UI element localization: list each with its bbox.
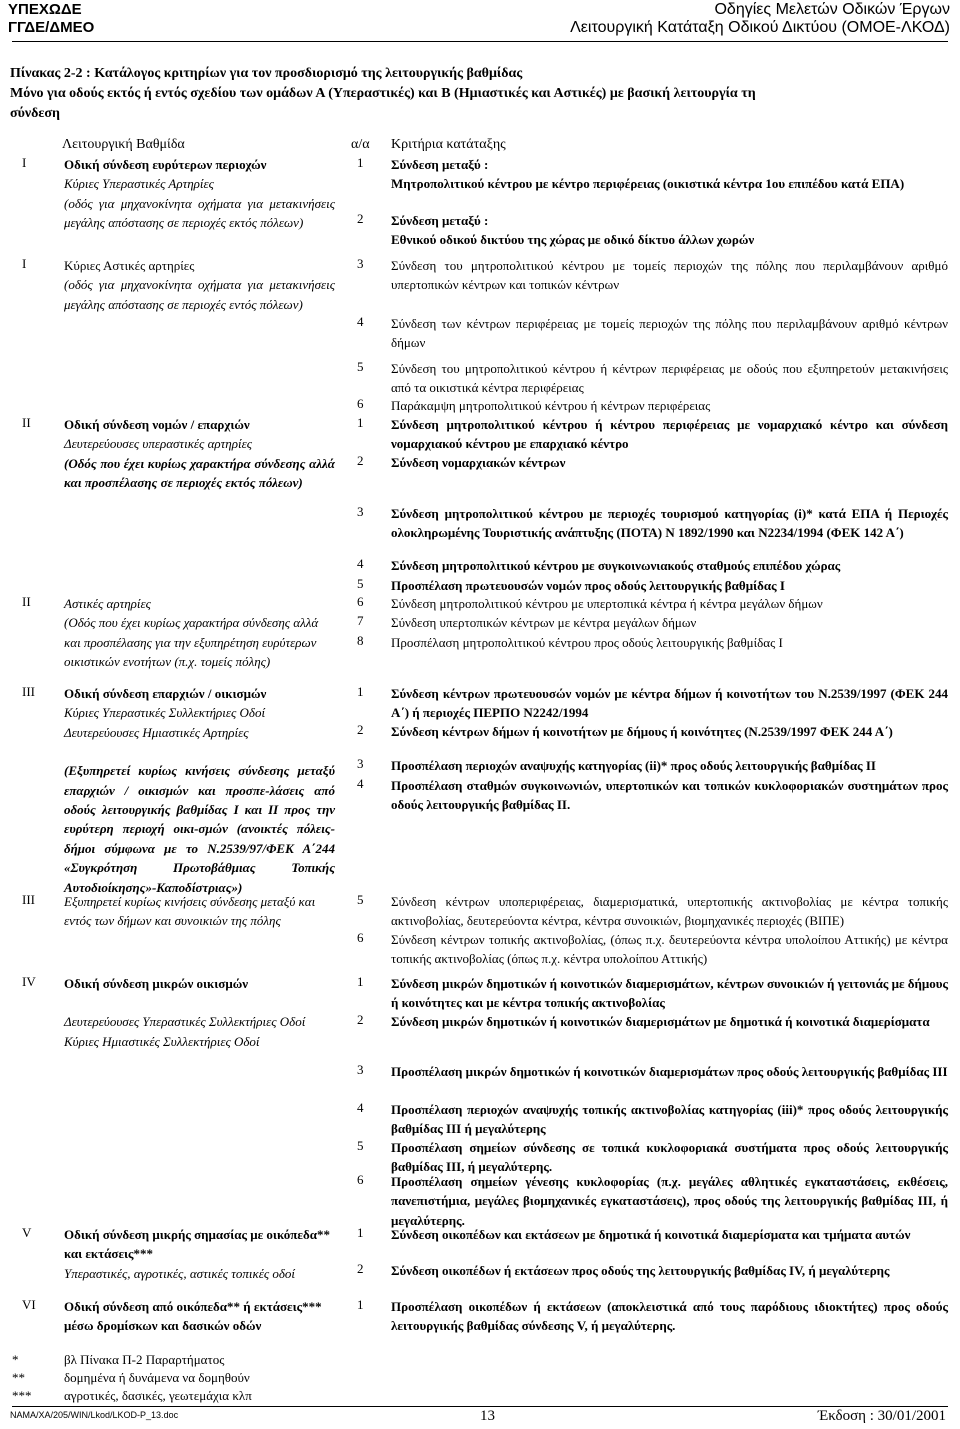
- level-subtitle: Δευτερεύουσες Ημιαστικές Αρτηρίες: [64, 724, 249, 740]
- criterion-text: Προσπέλαση σταθμών συγκοινωνιών, υπερτοπικών και τοπικών κυκλοφοριακών συστημάτων προς οδούς λειτουργικής βαθμίδας ΙΙ.: [391, 778, 948, 813]
- level-title: Οδική σύνδεση από οικόπεδα** ή εκτάσεις*** μέσω δρομίσκων και δασικών οδών: [64, 1299, 322, 1334]
- criterion-text: Σύνδεση κέντρων υποπεριφέρειας, διαμερισματικά, υπερτοπικής ακτινοβολίας με κέντρα τοπικής ακτινοβολίας, δευτερεύοντα κέντρα, κέντρα συνοικιών, βιομηχανικές περιοχές (ΒΙΠΕ): [391, 894, 948, 929]
- criterion-text: Προσπέλαση μητροπολιτικού κέντρου προς οδούς λειτουργικής βαθμίδας I: [391, 635, 783, 650]
- level-description: [64, 256, 335, 314]
- criterion-number: 1: [357, 155, 364, 170]
- criterion-text: Προσπέλαση μικρών δημοτικών ή κοινοτικών διαμερισμάτων προς οδούς λειτουργικής βαθμίδας ΙΙΙ: [391, 1064, 948, 1079]
- level-subtitle: Δευτερεύουσες υπεραστικές αρτηρίες: [64, 436, 252, 452]
- level-subtitle: Κύριες Υπεραστικές Αρτηρίες: [64, 176, 214, 192]
- footnote-mark: ***: [12, 1388, 32, 1403]
- criterion-text: Σύνδεση μητροπολιτικού κέντρου με περιοχές τουρισμού κατηγορίας (i)* κατά ΕΠΑ ή Περιοχές ολοκληρωμένης Τουριστικής ανάπτυξης (ΠΟΤΑ) Ν 1892/1990 και Ν2234/1994 (ΦΕΚ 142 Α΄): [391, 506, 948, 541]
- criterion-number: 4: [357, 556, 364, 571]
- footnote-mark: **: [12, 1370, 25, 1385]
- criterion-text: Προσπέλαση σημείων σύνδεσης σε τοπικά κυκλοφοριακά συστήματα προς οδούς λειτουργικής βαθμίδας ΙΙΙ, ή μεγαλύτερης.: [391, 1140, 948, 1175]
- criterion-text: Σύνδεση υπερτοπικών κέντρων με κέντρα μεγάλων δήμων: [391, 615, 697, 630]
- criterion-text: Σύνδεση οικοπέδων και εκτάσεων με δημοτικά ή κοινοτικά διαμερίσματα και τμήματα αυτών: [391, 1227, 911, 1242]
- level-roman: VI: [22, 1297, 36, 1312]
- level-roman: V: [22, 1225, 32, 1240]
- level-roman: II: [22, 415, 31, 430]
- header-right-line2: Λειτουργική Κατάταξη Οδικού Δικτύου (ΟΜΟΕ-ΛΚΟΔ): [570, 19, 950, 36]
- criterion-text: Σύνδεση οικοπέδων ή εκτάσεων προς οδούς της λειτουργικής βαθμίδας IV, ή μεγαλύτερης: [391, 1263, 890, 1278]
- criterion-number: 4: [357, 1100, 364, 1115]
- level-title: Αστικές αρτηρίες: [64, 596, 151, 611]
- criterion-number: 4: [357, 314, 364, 329]
- footnote-text: αγροτικές, δασικές, γεωτεμάχια κλπ: [64, 1388, 252, 1403]
- criterion-text: Σύνδεση μητροπολιτικού κέντρου ή κέντρου περιφέρειας με νομαρχιακό κέντρο και σύνδεση νομαρχιακού κέντρου με επαρχιακό κέντρο: [391, 417, 948, 452]
- criterion-number: 3: [357, 256, 364, 271]
- level-description: [64, 1297, 335, 1336]
- level-description: [64, 892, 335, 931]
- level-roman: IV: [22, 974, 36, 989]
- column-header-number: α/α: [351, 137, 370, 152]
- criterion-text: Σύνδεση του μητροπολιτικού κέντρου ή κέντρων περιφέρειας με οδούς που εξυπηρετούν μετακινήσεις από τα οικιστικά κέντρα περιφέρειας: [391, 361, 948, 396]
- criterion-text: Προσπέλαση περιοχών αναψυχής κατηγορίας (ii)* προς οδούς λειτουργικής βαθμίδας ΙΙ: [391, 758, 876, 773]
- table-caption-line2: Μόνο για οδούς εκτός ή εντός σχεδίου των ομάδων Α (Υπεραστικές) και Β (Ημιαστικές και Αστικές) με βασική λειτουργία τη: [10, 86, 756, 101]
- level-description: [64, 974, 335, 1051]
- level-title: Οδική σύνδεση μικρής σημασίας με οικόπεδα** και εκτάσεις***: [64, 1227, 330, 1262]
- column-header-criteria: Κριτήρια κατάταξης: [391, 137, 506, 152]
- criterion-text: Σύνδεση μεταξύ : Μητροπολιτικού κέντρου με κέντρο περιφέρειας (οικιστικά κέντρα 1ου επιπέδου κατά ΕΠΑ): [391, 157, 905, 192]
- criterion-number: 5: [357, 892, 364, 907]
- criterion-text: Προσπέλαση σημείων γένεσης κυκλοφορίας (π.χ. μεγάλες αθλητικές εγκαταστάσεις, εκθέσεις, πανεπιστήμια, μεγάλες βιομηχανικές εγκαταστάσεις), προς οδούς της λειτουργικής βαθμίδας ΙΙΙ, ή μεγαλύτερης.: [391, 1174, 948, 1228]
- criterion-number: 6: [357, 396, 364, 411]
- level-title: Οδική σύνδεση ευρύτερων περιοχών: [64, 157, 267, 172]
- criterion-number: 5: [357, 576, 364, 591]
- criterion-text: Προσπέλαση οικοπέδων ή εκτάσεων (αποκλειστικά από τους παρόδιους ιδιοκτήτες) προς οδούς λειτουργικής βαθμίδας σύνδεσης V, ή μεγαλύτερης.: [391, 1299, 948, 1334]
- criterion-number: 3: [357, 756, 364, 771]
- criterion-text: Σύνδεση μεταξύ : Εθνικού οδικού δικτύου της χώρας με οδικό δίκτυο άλλων χωρών: [391, 213, 755, 248]
- criterion-number: 1: [357, 974, 364, 989]
- level-subtitle: Δευτερεύουσες Υπεραστικές Συλλεκτήριες Οδοί: [64, 1014, 306, 1030]
- table-caption-line3: σύνδεση: [10, 106, 60, 121]
- level-description: [64, 684, 335, 897]
- level-subtitle: Κύριες Ημιαστικές Συλλεκτήριες Οδοί: [64, 1033, 260, 1049]
- criterion-number: 4: [357, 776, 364, 791]
- footer-rule: [12, 1406, 948, 1407]
- criterion-number: 5: [357, 1138, 364, 1153]
- criterion-text: Σύνδεση μικρών δημοτικών ή κοινοτικών διαμερισμάτων με δημοτικά ή κοινοτικά διαμερίσματα: [391, 1014, 930, 1029]
- level-roman: III: [22, 684, 35, 699]
- header-left-line1: ΥΠΕΧΩΔΕ: [8, 1, 82, 18]
- criterion-number: 5: [357, 359, 364, 374]
- criterion-number: 1: [357, 415, 364, 430]
- criterion-number: 3: [357, 1062, 364, 1077]
- footer-page-number: 13: [480, 1408, 495, 1424]
- header-rule: [12, 41, 948, 42]
- criterion-text: Προσπέλαση περιοχών αναψυχής τοπικής ακτινοβολίας κατηγορίας (iii)* προς οδούς λειτουργικής βαθμίδας ΙΙΙ ή μεγαλύτερης: [391, 1102, 948, 1137]
- criterion-number: 2: [357, 722, 364, 737]
- criterion-number: 2: [357, 1261, 364, 1276]
- criterion-number: 8: [357, 633, 364, 648]
- criterion-number: 1: [357, 684, 364, 699]
- level-note: Εξυπηρετεί κυρίως κινήσεις σύνδεσης μεταξύ και εντός των δήμων και συνοικιών της πόλης: [64, 894, 316, 929]
- level-title: Οδική σύνδεση επαρχιών / οικισμών: [64, 686, 267, 701]
- level-note: (Οδός που έχει κυρίως χαρακτήρα σύνδεσης αλλά και προσπέλασης σε περιοχές εκτός πόλεων): [64, 455, 335, 491]
- criterion-number: 2: [357, 211, 364, 226]
- footnote-text: δομημένα ή δυνάμενα να δομηθούν: [64, 1370, 250, 1385]
- criterion-text: Προσπέλαση πρωτευουσών νομών προς οδούς λειτουργικής βαθμίδας I: [391, 578, 785, 593]
- criterion-text: Σύνδεση του μητροπολιτικού κέντρου με τομείς περιοχών της πόλης που περιλαμβάνουν αριθμό υπερτοπικών κέντρων και τοπικών κέντρων: [391, 258, 948, 293]
- level-note: (Εξυπηρετεί κυρίως κινήσεις σύνδεσης μεταξύ επαρχιών / οικισμών και προσπε-λάσεις από οδούς λειτουργικής βαθμίδας Ι και ΙΙ προς την ευρύτερη περιοχή οικι-σμών (ανοικτές πόλεις-δήμοι σύμφωνα με το Ν.2539/97/ΦΕΚ Α΄244 «Συγκρότηση Πρωτοβάθμιας Τοπικής Αυτοδιοίκησης»-Καποδίστριας»): [64, 763, 335, 895]
- level-title: Κύριες Αστικές αρτηρίες: [64, 258, 195, 273]
- level-note: (οδός για μηχανοκίνητα οχήματα για μετακινήσεις μεγάλης απόστασης σε περιοχές εκτός πόλεων): [64, 195, 335, 231]
- level-roman: I: [22, 256, 27, 271]
- criterion-text: Σύνδεση κέντρων πρωτευουσών νομών με κέντρα δήμων ή κοινοτήτων του Ν.2539/1997 (ΦΕΚ 244 Α΄) ή περιοχές ΠΕΡΠΟ Ν2242/1994: [391, 686, 948, 721]
- criterion-number: 2: [357, 1012, 364, 1027]
- footer-file-path: NAMA/XA/205/WIN/Lkod/LKOD-P_13.doc: [10, 1410, 179, 1420]
- header-left-line2: ΓΓΔΕ/ΔΜΕΟ: [8, 19, 95, 36]
- level-title: Οδική σύνδεση νομών / επαρχιών: [64, 417, 250, 432]
- level-description: [64, 1225, 335, 1283]
- criterion-number: 2: [357, 453, 364, 468]
- footer-edition: Έκδοση : 30/01/2001: [817, 1408, 946, 1424]
- level-roman: III: [22, 892, 35, 907]
- level-description: [64, 415, 335, 493]
- criterion-text: Σύνδεση των κέντρων περιφέρειας με τομείς περιοχών της πόλης που περιλαμβάνουν αριθμό κέντρων δήμων: [391, 316, 948, 351]
- criterion-text: Σύνδεση νομαρχιακών κέντρων: [391, 455, 566, 470]
- level-description: [64, 594, 335, 672]
- table-caption-line1: Πίνακας 2-2 : Κατάλογος κριτηρίων για τον προσδιορισμό της λειτουργικής βαθμίδας: [10, 66, 523, 81]
- level-subtitle: Υπεραστικές, αγροτικές, αστικές τοπικές οδοί: [64, 1265, 296, 1281]
- footnote-mark: *: [12, 1352, 19, 1367]
- criterion-number: 7: [357, 613, 364, 628]
- criterion-number: 1: [357, 1297, 364, 1312]
- level-title: Οδική σύνδεση μικρών οικισμών: [64, 976, 249, 991]
- criterion-text: Σύνδεση μητροπολιτικού κέντρου με υπερτοπικά κέντρα ή κέντρα μεγάλων δήμων: [391, 596, 823, 611]
- criterion-text: Σύνδεση κέντρων δήμων ή κοινοτήτων με δήμους ή κοινότητες (Ν.2539/1997 ΦΕΚ 244 Α΄): [391, 724, 893, 739]
- level-note: (οδός για μηχανοκίνητα οχήματα για μετακινήσεις μεγάλης απόστασης σε περιοχές εντός πόλεων): [64, 277, 335, 312]
- criterion-number: 3: [357, 504, 364, 519]
- level-subtitle: Κύριες Υπεραστικές Συλλεκτήριες Οδοί: [64, 705, 266, 721]
- level-note: (Οδός που έχει κυρίως χαρακτήρα σύνδεσης αλλά και προσπέλασης για την εξυπηρέτηση ευρύτερων οικιστικών ενοτήτων (π.χ. τομείς πόλης): [64, 615, 319, 670]
- criterion-text: Σύνδεση κέντρων τοπικής ακτινοβολίας, (όπως π.χ. δευτερεύοντα κέντρα υπολοίπου Αττικής) με κέντρα τοπικής ακτινοβολίας (όπως π.χ. κέντρα υπολοίπου Αττικής): [391, 932, 948, 967]
- footnote-text: βλ Πίνακα Π-2 Παραρτήματος: [64, 1352, 225, 1367]
- column-header-level: Λειτουργική Βαθμίδα: [62, 137, 185, 152]
- header-right-line1: Οδηγίες Μελετών Οδικών Έργων: [714, 1, 950, 18]
- level-description: [64, 155, 335, 233]
- criterion-text: Σύνδεση μικρών δημοτικών ή κοινοτικών διαμερισμάτων, κέντρων συνοικιών ή γειτονιάς με δήμους ή κοινότητες και με κέντρα τοπικής ακτινοβολίας: [391, 976, 948, 1011]
- criterion-number: 1: [357, 1225, 364, 1240]
- criterion-text: Σύνδεση μητροπολιτικού κέντρου με συγκοινωνιακούς σταθμούς επιπέδου χώρας: [391, 558, 841, 573]
- criterion-number: 6: [357, 930, 364, 945]
- criterion-text: Παράκαμψη μητροπολιτικού κέντρου ή κέντρων περιφέρειας: [391, 398, 711, 413]
- criterion-number: 6: [357, 1172, 364, 1187]
- level-roman: I: [22, 155, 27, 170]
- criterion-number: 6: [357, 594, 364, 609]
- level-roman: II: [22, 594, 31, 609]
